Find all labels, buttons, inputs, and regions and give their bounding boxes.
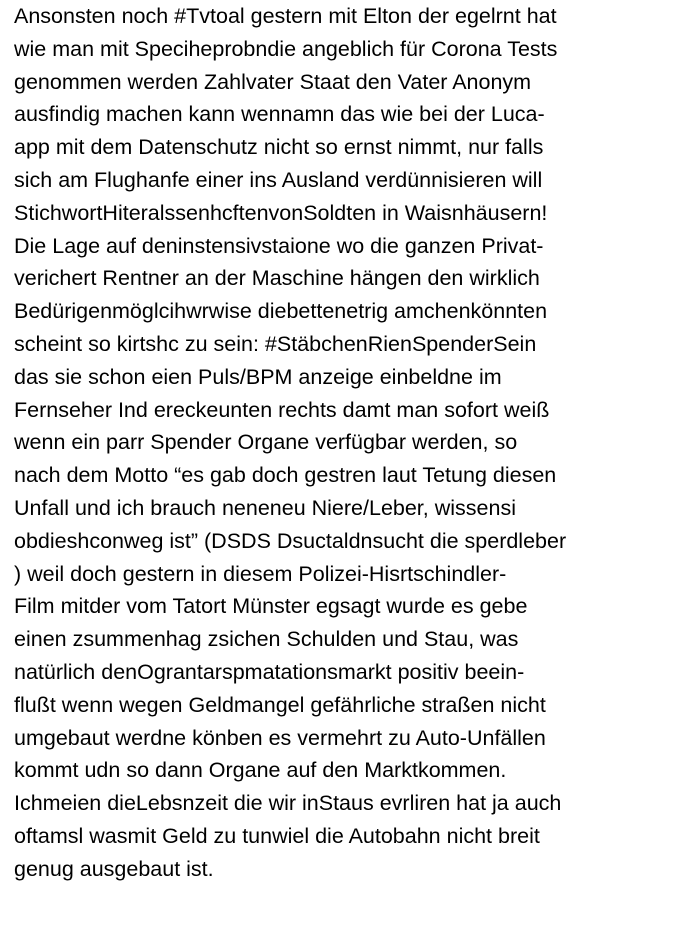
text-line-6: sich am Flughanfe einer ins Ausland verdünnisieren will (14, 167, 543, 192)
body-text (14, 0, 682, 886)
text-line-27: genug ausgebaut ist. (14, 856, 214, 881)
text-line-25: Ichmeien dieLebsnzeit die wir inStaus evrliren hat ja auch (14, 791, 562, 816)
text-line-3: genommen werden Zahlvater Staat den Vater Anonym (14, 69, 532, 94)
text-line-13: Fernseher Ind ereckeunten rechts damt man sofort weiß (14, 397, 550, 422)
text-line-22: flußt wenn wegen Geldmangel gefährliche straßen nicht (14, 692, 546, 717)
text-line-15: nach dem Motto “es gab doch gestren laut Tetung diesen (14, 463, 557, 488)
text-line-14: wenn ein parr Spender Organe verfügbar werden, so (14, 430, 518, 455)
text-line-9: verichert Rentner an der Maschine hängen den wirklich (14, 266, 540, 291)
text-line-21: natürlich denOgrantarspmatationsmarkt positiv beein- (14, 659, 525, 684)
text-line-17: obdieshconweg ist” (DSDS Dsuctaldnsucht die sperdleber (14, 528, 567, 553)
text-line-19: Film mitder vom Tatort Münster egsagt wurde es gebe (14, 594, 528, 619)
text-line-5: app mit dem Datenschutz nicht so ernst nimmt, nur falls (14, 135, 544, 160)
text-line-4: ausfindig machen kann wennamn das wie bei der Luca- (14, 102, 545, 127)
text-line-24: kommt udn so dann Organe auf den Marktkommen. (14, 758, 507, 783)
text-line-26: oftamsl wasmit Geld zu tunwiel die Autobahn nicht breit (14, 823, 540, 848)
text-line-8: Die Lage auf deninstensivstaione wo die ganzen Privat- (14, 233, 544, 258)
text-line-18: ) weil doch gestern in diesem Polizei-Hisrtschindler- (14, 561, 507, 586)
text-line-23: umgebaut werdne könben es vermehrt zu Auto-Unfällen (14, 725, 546, 750)
text-line-1: Ansonsten noch #Tvtoal gestern mit Elton der egelrnt hat (14, 4, 557, 28)
text-line-12: das sie schon eien Puls/BPM anzeige einbeldne im (14, 364, 502, 389)
text-line-16: Unfall und ich brauch neneneu Niere/Leber, wissensi (14, 495, 516, 520)
text-line-11: scheint so kirtshc zu sein: #StäbchenRienSpenderSein (14, 331, 537, 356)
text-line-2: wie man mit Speciheprobndie angeblich für Corona Tests (14, 36, 558, 61)
text-line-20: einen zsummenhag zsichen Schulden und Stau, was (14, 627, 519, 652)
text-line-10: Bedürigenmöglcihwrwise diebettenetrig amchenkönnten (14, 299, 548, 324)
text-line-7: StichwortHiteralssenhcftenvonSoldten in Waisnhäusern! (14, 200, 548, 225)
